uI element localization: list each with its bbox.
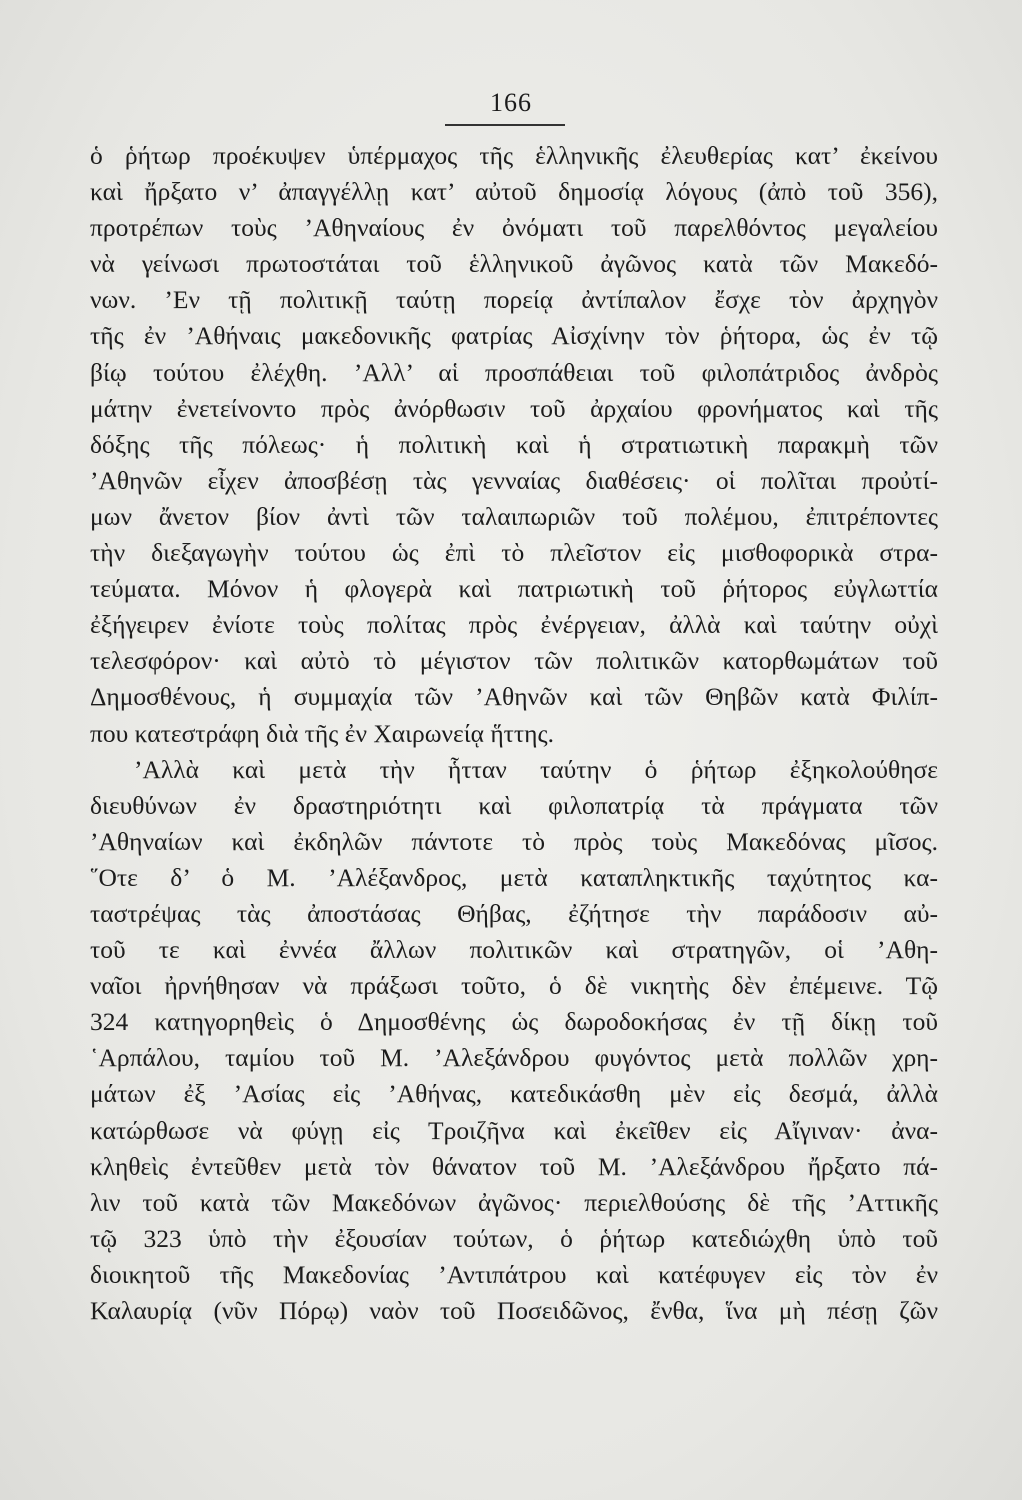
text-line: ὁ ῥήτωρ προέκυψεν ὑπέρμαχος τῆς ἑλληνικῆς ἐλευθερίας κατ’ ἐκείνου (90, 141, 938, 170)
text-line: τελεσφόρον· καὶ αὐτὸ τὸ μέγιστον τῶν πολιτικῶν κατορθωμάτων τοῦ (90, 646, 938, 676)
header-rule (445, 124, 565, 126)
text-line: ’Αθηνῶν εἶχεν ἀποσβέσῃ τὰς γενναίας διαθέσεις· οἱ πολῖται προὐτί- (90, 465, 938, 495)
text-line: κληθεὶς ἐντεῦθεν μετὰ τὸν θάνατον τοῦ Μ. ’Αλεξάνδρου ἤρξατο πά- (90, 1151, 938, 1181)
text-line: τοῦ τε καὶ ἐννέα ἄλλων πολιτικῶν καὶ στρατηγῶν, οἱ ’Αθη- (90, 935, 938, 965)
text-line: κατώρθωσε νὰ φύγῃ εἰς Τροιζῆνα καὶ ἐκεῖθεν εἰς Αἴγιναν· ἀνα- (90, 1115, 938, 1145)
text-line: ῞Οτε δ’ ὁ Μ. ’Αλέξανδρος, μετὰ καταπληκτικῆς ταχύτητος κα- (90, 862, 938, 892)
text-line: προτρέπων τοὺς ’Αθηναίους ἐν ὀνόματι τοῦ παρελθόντος μεγαλείου (90, 213, 938, 243)
text-line: μάτων ἐξ ’Ασίας εἰς ’Αθήνας, κατεδικάσθη μὲν εἰς δεσμά, ἀλλὰ (90, 1079, 938, 1109)
text-line: νὰ γείνωσι πρωτοστάται τοῦ ἑλληνικοῦ ἀγῶνος κατὰ τῶν Μακεδό- (90, 249, 938, 279)
text-line: διοικητοῦ τῆς Μακεδονίας ’Αντιπάτρου καὶ κατέφυγεν εἰς τὸν ἐν (90, 1259, 938, 1289)
text-line: διευθύνων ἐν δραστηριότητι καὶ φιλοπατρίᾳ τὰ πράγματα τῶν (90, 790, 938, 820)
text-line: που κατεστράφη διὰ τῆς ἐν Χαιρωνείᾳ ἥττης. (90, 718, 554, 748)
text-line: ναῖοι ἠρνήθησαν νὰ πράξωσι τοῦτο, ὁ δὲ νικητὴς δὲν ἐπέμεινε. Τῷ (90, 971, 938, 1001)
text-line: ἐξήγειρεν ἐνίοτε τοὺς πολίτας πρὸς ἐνέργειαν, ἀλλὰ καὶ ταύτην οὐχὶ (90, 610, 938, 640)
page-number: 166 (490, 88, 532, 117)
text-line: τὴν διεξαγωγὴν τούτου ὡς ἐπὶ τὸ πλεῖστον εἰς μισθοφορικὰ στρα- (90, 538, 938, 568)
text-line: νων. ’Εν τῇ πολιτικῇ ταύτῃ πορείᾳ ἀντίπαλον ἔσχε τὸν ἀρχηγὸν (90, 285, 938, 315)
body-text (90, 138, 938, 1329)
text-line: 324 κατηγορηθεὶς ὁ Δημοσθένης ὡς δωροδοκήσας ἐν τῇ δίκῃ τοῦ (90, 1007, 938, 1037)
text-line: ῾Αρπάλου, ταμίου τοῦ Μ. ’Αλεξάνδρου φυγόντος μετὰ πολλῶν χρη- (90, 1043, 938, 1073)
text-line: καὶ ἤρξατο ν’ ἀπαγγέλλῃ κατ’ αὐτοῦ δημοσίᾳ λόγους (ἀπὸ τοῦ 356), (90, 177, 938, 207)
text-line: τῆς ἐν ’Αθήναις μακεδονικῆς φατρίας Αἰσχίνην τὸν ῥήτορα, ὡς ἐν τῷ (90, 321, 938, 351)
text-line: τεύματα. Μόνον ἡ φλογερὰ καὶ πατριωτικὴ τοῦ ῥήτορος εὐγλωττία (90, 574, 938, 604)
text-line: Καλαυρίᾳ (νῦν Πόρῳ) ναὸν τοῦ Ποσειδῶνος, ἔνθα, ἵνα μὴ πέσῃ ζῶν (90, 1296, 938, 1325)
text-line: λιν τοῦ κατὰ τῶν Μακεδόνων ἀγῶνος· περιελθούσης δὲ τῆς ’Αττικῆς (90, 1187, 938, 1217)
text-line: ταστρέψας τὰς ἀποστάσας Θήβας, ἐζήτησε τὴν παράδοσιν αὐ- (90, 898, 938, 928)
text-line: τῷ 323 ὑπὸ τὴν ἐξουσίαν τούτων, ὁ ῥήτωρ κατεδιώχθη ὑπὸ τοῦ (90, 1223, 938, 1253)
text-line: ’Αθηναίων καὶ ἐκδηλῶν πάντοτε τὸ πρὸς τοὺς Μακεδόνας μῖσος. (90, 826, 938, 856)
text-line: δόξης τῆς πόλεως· ἡ πολιτικὴ καὶ ἡ στρατιωτικὴ παρακμὴ τῶν (90, 429, 938, 459)
text-line: βίῳ τούτου ἐλέχθη. ’Αλλ’ αἱ προσπάθειαι τοῦ φιλοπάτριδος ἀνδρὸς (90, 357, 938, 387)
text-line: Δημοσθένους, ἡ συμμαχία τῶν ’Αθηνῶν καὶ τῶν Θηβῶν κατὰ Φιλίπ- (90, 682, 938, 712)
text-line: μων ἄνετον βίον ἀντὶ τῶν ταλαιπωριῶν τοῦ πολέμου, ἐπιτρέποντες (90, 501, 938, 531)
text-line: μάτην ἐνετείνοντο πρὸς ἀνόρθωσιν τοῦ ἀρχαίου φρονήματος καὶ τῆς (90, 393, 938, 423)
text-line: ’Αλλὰ καὶ μετὰ τὴν ἧτταν ταύτην ὁ ῥήτωρ ἐξηκολούθησε (134, 754, 938, 784)
